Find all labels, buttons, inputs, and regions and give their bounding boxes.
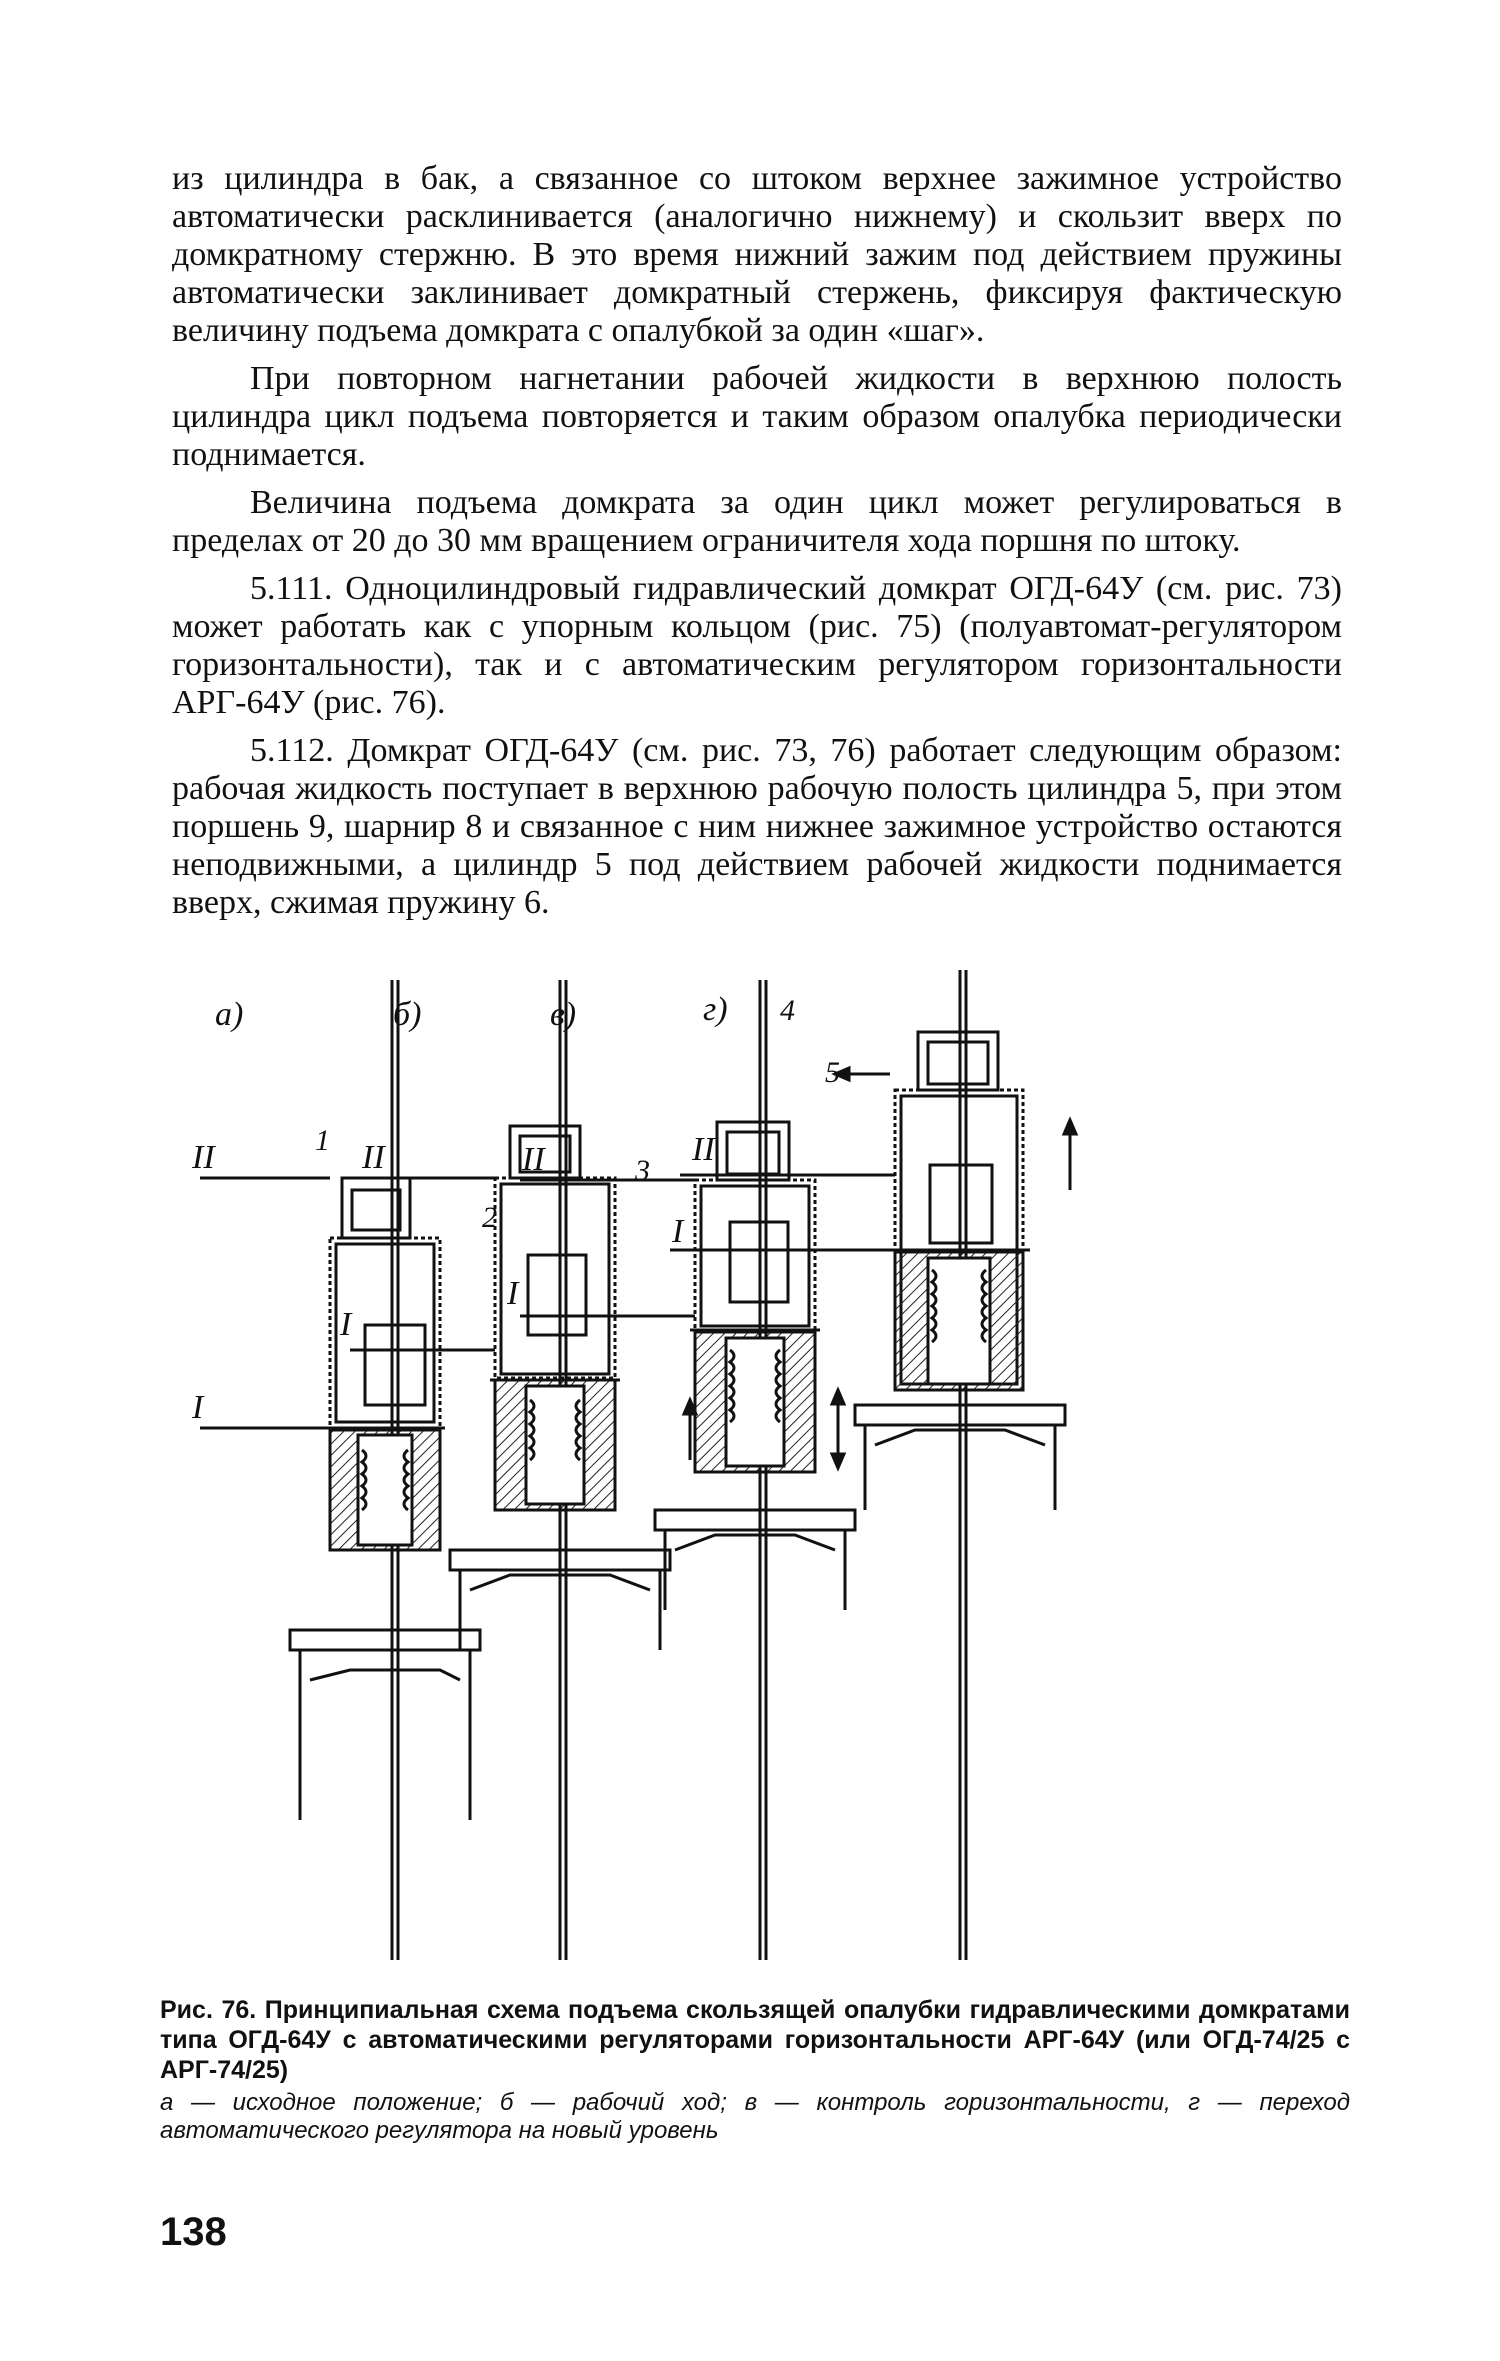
level-label-upper-a: II [192,1139,215,1176]
part-number-2: 2 [482,1201,497,1234]
caption-legend: а — исходное положение; б — рабочий ход; в — контроль горизонтальности, г — переход автоматического регулятора на новый уровень [160,2089,1350,2144]
figure-caption [160,1995,1350,2145]
panel-b-jack [450,980,696,1960]
paragraph-2: При повторном нагнетании рабочей жидкости в верхнюю полость цилиндра цикл подъема повторяется и таким образом опалубка периодически поднимается. [172,360,1342,473]
panel-label-g: г) [703,991,728,1028]
level-label-lower-g: I [672,1213,684,1250]
part-number-5: 5 [825,1056,840,1089]
part-number-4: 4 [780,994,795,1027]
level-label-lower-c: I [507,1275,519,1312]
panel-label-a: а) [215,996,244,1033]
paragraph-1: из цилиндра в бак, а связанное со штоком верхнее зажимное устройство автоматически расклинивается (аналогично нижнему) и скользит вверх по домкратному стержню. В это время нижний зажим под действием пружины автоматически заклинивает домкратный стержень, фиксируя фактическую величину подъема домкрата с опалубкой за один «шаг». [172,160,1342,349]
paragraph-3: Величина подъема домкрата за один цикл может регулироваться в пределах от 20 до 30 мм вращением ограничителя хода поршня по штоку. [172,484,1342,559]
part-number-1: 1 [315,1124,330,1157]
body-text [172,160,1342,932]
level-label-lower-b: I [340,1306,352,1343]
page-number: 138 [160,2210,227,2254]
level-label-upper-c: II [522,1141,545,1178]
caption-title: Рис. 76. Принципиальная схема подъема скользящей опалубки гидравлическими домкратами типа ОГД-64У с автоматическими регуляторами горизонтальности АРГ-64У (или ОГД-74/25 с АРГ-74/25) [160,1996,1350,2084]
panel-label-c: в) [550,996,577,1033]
panel-g-jack [835,970,1076,1960]
level-label-lower-a: I [192,1389,204,1426]
jack-diagram [192,950,1270,1960]
paragraph-5-111: 5.111. Одноцилиндровый гидравлический домкрат ОГД-64У (см. рис. 73) может работать как с упорным кольцом (рис. 75) (полуавтомат-регулятором горизонтальности), так и с автоматическим регулятором горизонтальности АРГ-64У (рис. 76). [172,570,1342,721]
paragraph-5-112: 5.112. Домкрат ОГД-64У (см. рис. 73, 76) работает следующим образом: рабочая жидкость поступает в верхнюю рабочую полость цилиндра 5, при этом поршень 9, шарнир 8 и связанное с ним нижнее зажимное устройство остаются неподвижными, а цилиндр 5 под действием рабочей жидкости поднимается вверх, сжимая пружину 6. [172,732,1342,921]
figure-76 [192,950,1270,1960]
panel-c-jack [655,980,855,1960]
level-label-upper-b: II [362,1139,385,1176]
panel-label-b: б) [393,996,422,1033]
part-number-3: 3 [635,1154,650,1187]
level-label-upper-g: II [692,1131,715,1168]
